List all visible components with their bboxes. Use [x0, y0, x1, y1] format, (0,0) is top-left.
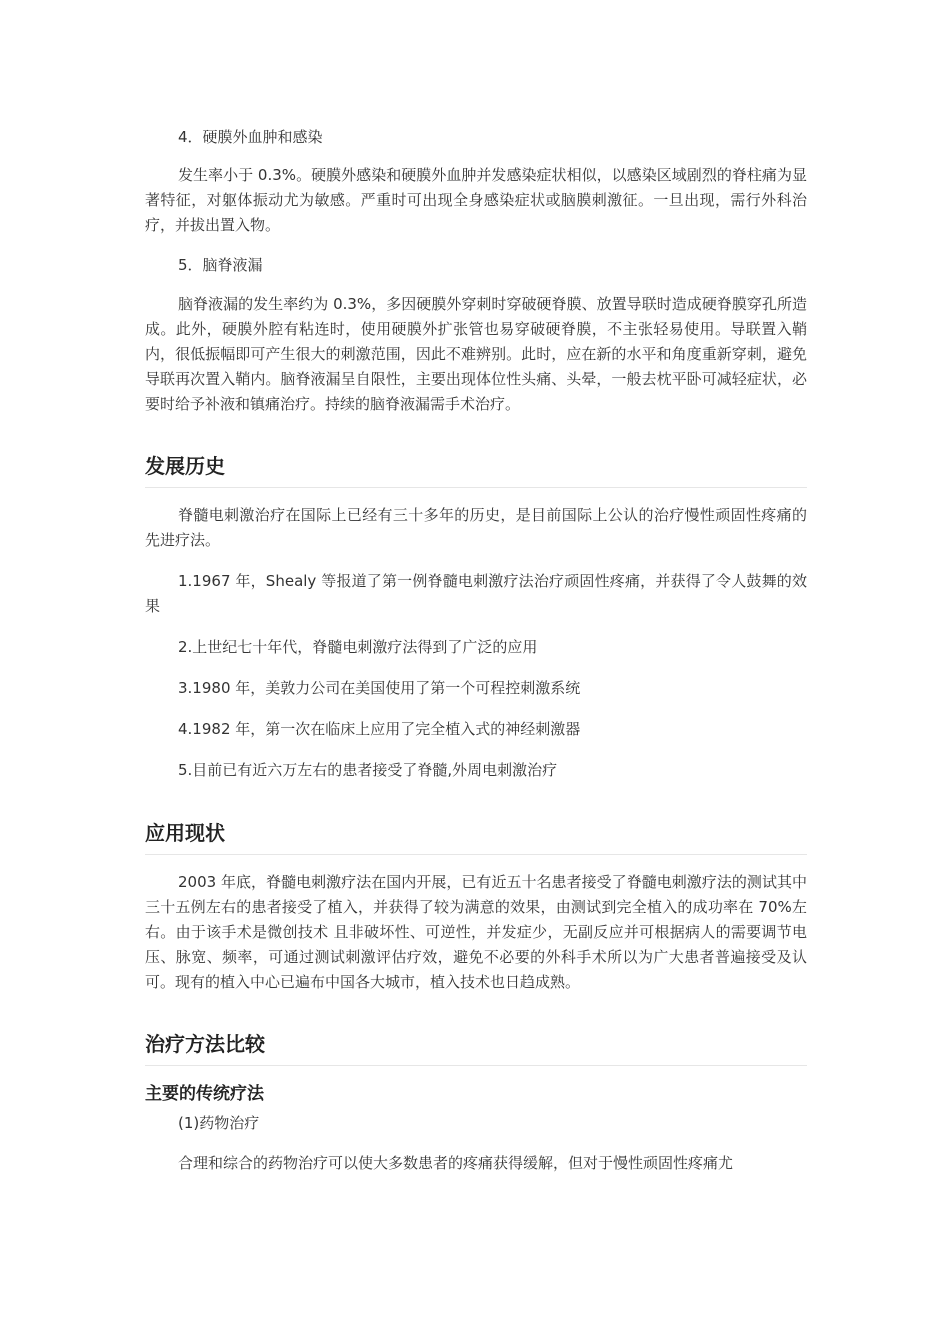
traditional-therapy-heading: 主要的传统疗法	[145, 1084, 264, 1104]
history-item-4: 4.1982 年，第一次在临床上应用了完全植入式的神经刺激器	[178, 720, 581, 738]
complication-5-text: 脑脊液漏的发生率约为 0.3%，多因硬膜外穿刺时穿破硬脊膜、放置导联时造成硬脊膜穿孔所造成。此外，硬膜外腔有粘连时，使用硬膜外扩张管也易穿破硬脊膜，不主张轻易使用。导联置入鞘内，很低振幅即可产生很大的刺激范围，因此不难辨别。此时，应在新的水平和角度重新穿刺，避免导联再次置入鞘内。脑脊液漏呈自限性，主要出现体位性头痛、头晕，一般去枕平卧可减轻症状，必要时给予补液和镇痛治疗。持续的脑脊液漏需手术治疗。	[145, 295, 807, 413]
complication-4-title: 4．硬膜外血肿和感染	[178, 128, 323, 146]
document-content	[145, 0, 807, 1176]
complication-5-title: 5．脑脊液漏	[178, 256, 263, 274]
history-item-5: 5.目前已有近六万左右的患者接受了脊髓,外周电刺激治疗	[178, 761, 558, 779]
status-heading: 应用现状	[145, 816, 807, 855]
compare-heading: 治疗方法比较	[145, 1027, 807, 1066]
history-intro: 脊髓电刺激治疗在国际上已经有三十多年的历史，是目前国际上公认的治疗慢性顽固性疼痛的先进疗法。	[145, 506, 807, 549]
history-item-3: 3.1980 年，美敦力公司在美国使用了第一个可程控刺激系统	[178, 679, 581, 697]
history-heading: 发展历史	[145, 449, 807, 488]
history-item-1: 1.1967 年，Shealy 等报道了第一例脊髓电刺激疗法治疗顽固性疼痛，并获得了令人鼓舞的效果	[145, 572, 807, 615]
history-item-2: 2.上世纪七十年代，脊髓电刺激疗法得到了广泛的应用	[178, 638, 538, 656]
therapy-1-text: 合理和综合的药物治疗可以使大多数患者的疼痛获得缓解，但对于慢性顽固性疼痛尤	[178, 1154, 734, 1172]
status-text: 2003 年底，脊髓电刺激疗法在国内开展，已有近五十名患者接受了脊髓电刺激疗法的测试其中三十五例左右的患者接受了植入，并获得了较为满意的效果，由测试到完全植入的成功率在 70%左右。由于该手术是微创技术 且非破坏性、可逆性，并发症少，无副反应并可根据病人的需要调节电压、脉宽、频率，可通过测试刺激评估疗效，避免不必要的外科手术所以为广大患者普遍接受及认可。现有的植入中心已遍布中国各大城市，植入技术也日趋成熟。	[145, 873, 807, 991]
therapy-1-title: (1)药物治疗	[178, 1114, 260, 1132]
complication-4-text: 发生率小于 0.3%。硬膜外感染和硬膜外血肿并发感染症状相似，以感染区域剧烈的脊柱痛为显著特征，对躯体振动尤为敏感。严重时可出现全身感染症状或脑膜刺激征。一旦出现，需行外科治疗，并拔出置入物。	[145, 166, 807, 234]
